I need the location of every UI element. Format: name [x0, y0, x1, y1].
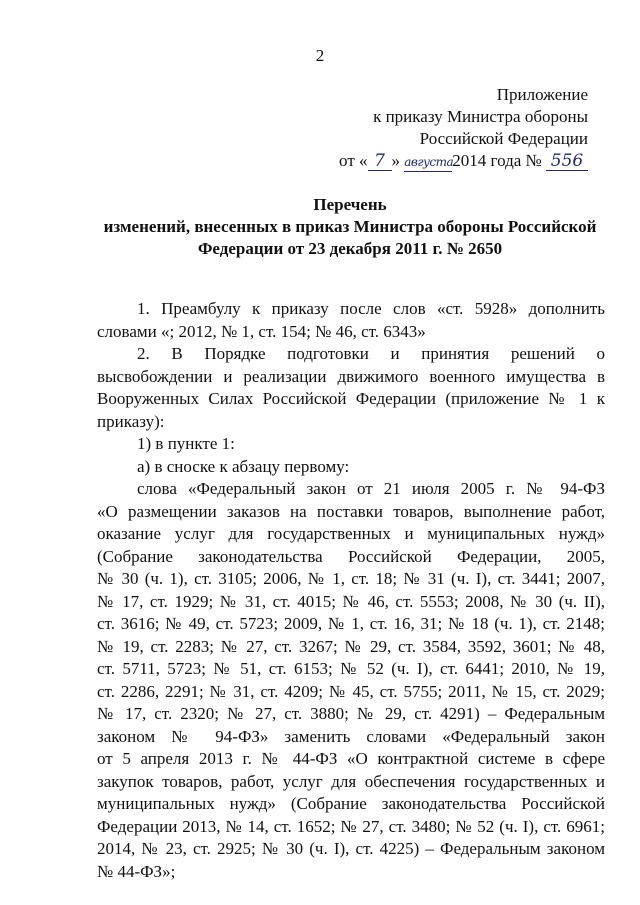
appendix-label: Приложение — [496, 85, 588, 104]
body-line: законом № 94-ФЗ» заменить словами «Федеральный закон — [97, 726, 605, 746]
body-line: муниципальных нужд» (Собрание законодательства Российской — [97, 794, 605, 813]
appendix-date-line — [318, 150, 588, 172]
body-line: ст. 3616; № 49, ст. 5723; 2009, № 1, ст. 16, 31; № 18 (ч. 1), ст. 2148; — [97, 614, 605, 633]
document-body — [97, 298, 605, 883]
body-line: 1) в пункте 1: — [137, 434, 235, 453]
document-title — [90, 194, 610, 260]
body-line: Вооруженных Силах Российской Федерации (приложение № 1 к — [97, 389, 605, 408]
body-line: словами «; 2012, № 1, ст. 154; № 46, ст. 6343» — [97, 321, 426, 341]
handwritten-order-number: 556 — [546, 152, 588, 171]
handwritten-month: августа — [404, 153, 452, 172]
body-line: № 30 (ч. 1), ст. 3105; 2006, № 1, ст. 18; № 31 (ч. I), ст. 3441; 2007, — [97, 569, 605, 588]
body-line: а) в сноске к абзацу первому: — [137, 456, 350, 476]
body-line: № 19, ст. 2283; № 27, ст. 3267; № 29, ст. 3584, 3592, 3601; № 48, — [97, 636, 605, 656]
body-line: от 5 апреля 2013 г. № 44-ФЗ «О контрактной системе в сфере — [97, 749, 605, 768]
body-line: приказу): — [97, 411, 165, 431]
body-line: № 17, ст. 2320; № 27, ст. 3880; № 29, ст. 4291) – Федеральным — [97, 704, 605, 723]
title-line-2: изменений, внесенных в приказ Министра обороны Российской — [103, 217, 597, 236]
body-line: 2. В Порядке подготовки и принятия решений о — [137, 344, 605, 363]
body-line: высвобождении и реализации движимого военного имущества в — [97, 366, 605, 386]
body-line: закупок товаров, работ, услуг для обеспечения государственных и — [97, 771, 605, 791]
body-line: Федерации 2013, № 14, ст. 1652; № 27, ст. 3480; № 52 (ч. I), ст. 6961; — [97, 816, 605, 836]
body-line: слова «Федеральный закон от 21 июля 2005 г. № 94-ФЗ — [137, 479, 605, 498]
appendix-header — [318, 84, 588, 172]
body-line: оказание услуг для государственных и муниципальных нужд» — [97, 524, 605, 543]
body-line: 2014, № 23, ст. 2925; № 30 (ч. I), ст. 4225) – Федеральным законом — [97, 839, 605, 858]
page-number: 2 — [315, 46, 325, 65]
body-line: (Собрание законодательства Российской Федерации, 2005, — [97, 546, 605, 566]
body-line: «О размещении заказов на поставки товаров, выполнение работ, — [97, 501, 605, 521]
appendix-country: Российской Федерации — [419, 129, 588, 148]
title-line-3: Федерации от 23 декабря 2011 г. № 2650 — [197, 239, 503, 258]
handwritten-day: 7 — [368, 152, 392, 171]
body-line: № 44-ФЗ»; — [97, 861, 176, 881]
title-line-1: Перечень — [313, 195, 387, 214]
date-prefix: от « — [339, 151, 368, 170]
body-line: ст. 2286, 2291; № 31, ст. 4209; № 45, ст. 5755; 2011, № 15, ст. 2029; — [97, 681, 605, 701]
body-line: ст. 5711, 5723; № 51, ст. 6153; № 52 (ч. I), ст. 6441; 2010, № 19, — [97, 659, 605, 678]
body-line: № 17, ст. 1929; № 31, ст. 4015; № 46, ст. 5553; 2008, № 30 (ч. II), — [97, 591, 605, 611]
appendix-order-ref: к приказу Министра обороны — [373, 107, 588, 126]
date-suffix: 2014 года № — [452, 151, 542, 170]
body-line: 1. Преамбулу к приказу после слов «ст. 5928» дополнить — [137, 299, 605, 318]
date-mid: » — [391, 151, 401, 170]
